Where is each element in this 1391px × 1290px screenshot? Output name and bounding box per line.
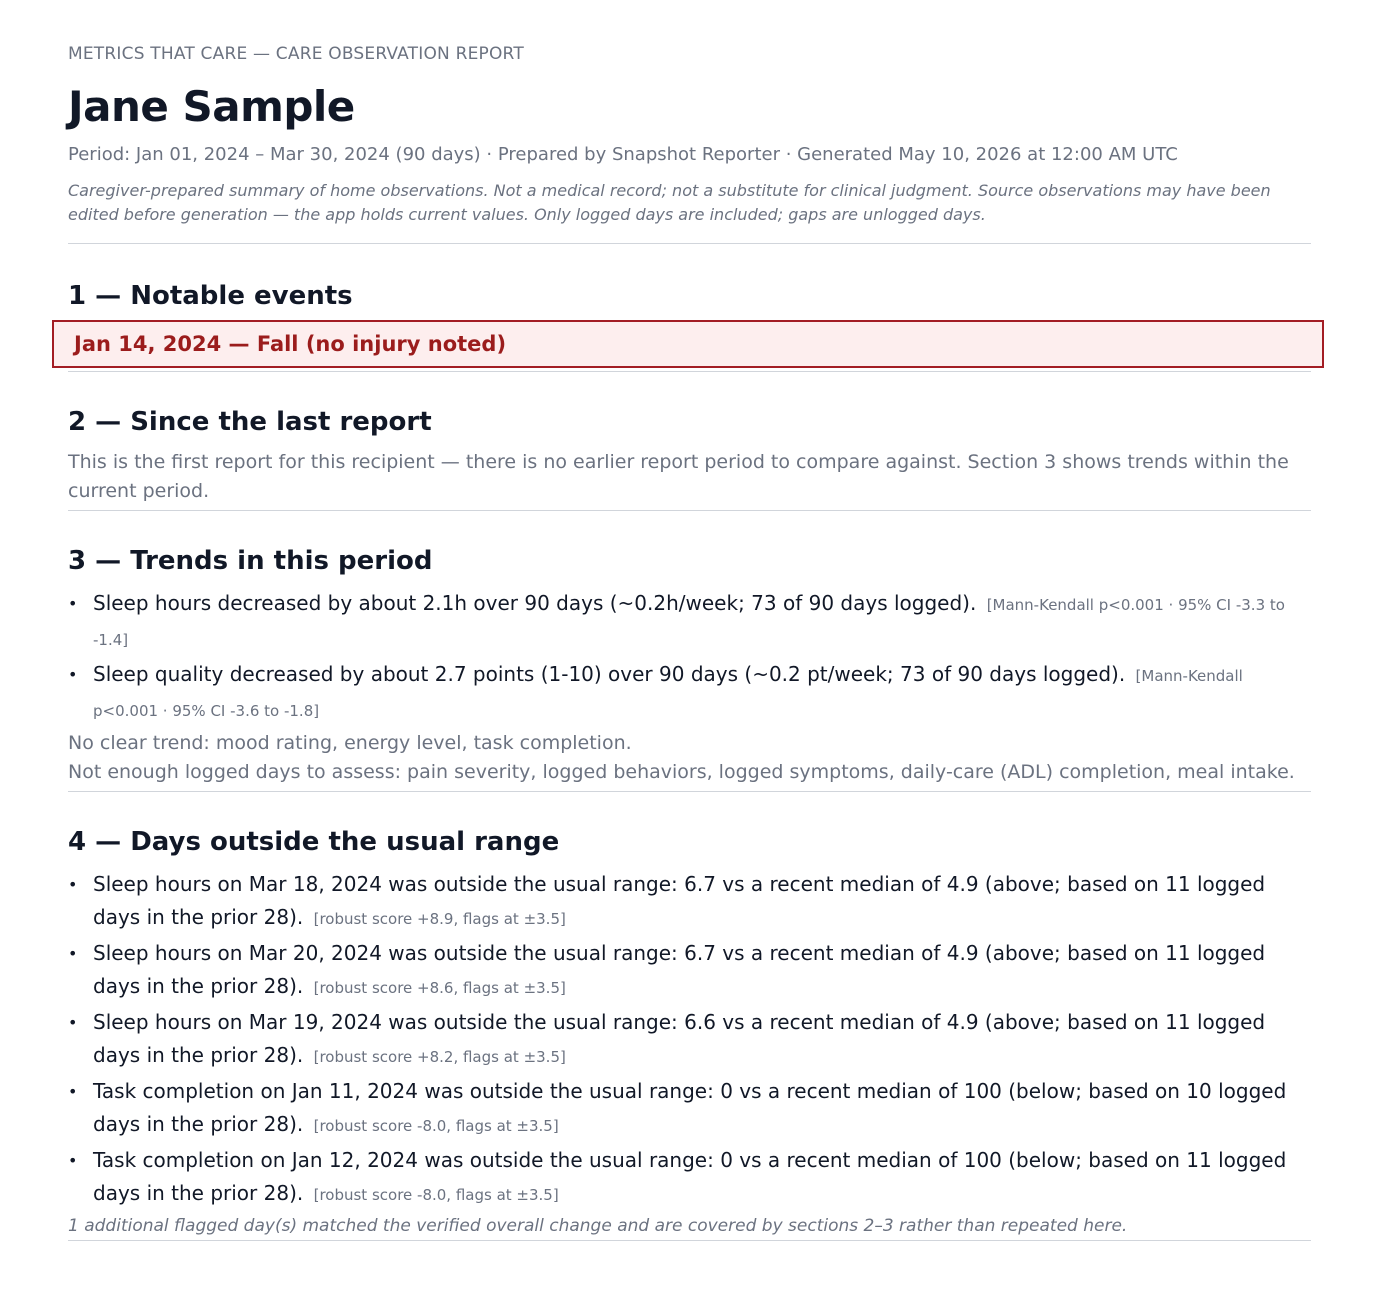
trend-text: Sleep hours decreased by about 2.1h over 90 days (~0.2h/week; 73 of 90 days logged). [93, 591, 977, 615]
outlier-text: Task completion on Jan 12, 2024 was outside the usual range: 0 vs a recent median of 100 (below; based on 11 logged days in the prior 28). [93, 1148, 1287, 1205]
section-heading-since-last-report: 2 — Since the last report [68, 407, 432, 437]
divider [68, 791, 1311, 792]
list-item [68, 1006, 1311, 1074]
since-last-report-text: This is the first report for this recipient — there is no earlier report period to compare against. Section 3 shows trends within the current period. [68, 451, 1289, 502]
report-meta: Period: Jan 01, 2024 – Mar 30, 2024 (90 days) · Prepared by Snapshot Reporter · Generated May 10, 2026 at 12:00 AM UTC [68, 144, 1178, 165]
no-clear-trend-text: No clear trend: mood rating, energy level, task completion. [68, 732, 632, 754]
outlier-text: Task completion on Jan 11, 2024 was outside the usual range: 0 vs a recent median of 100 (below; based on 10 logged days in the prior 28). [93, 1079, 1287, 1136]
outlier-score-note: [robust score +8.9, flags at ±3.5] [313, 910, 566, 928]
trend-list [68, 587, 1311, 728]
list-item [68, 937, 1311, 1005]
outlier-score-note: [robust score +8.6, flags at ±3.5] [313, 979, 566, 997]
list-item [68, 587, 1311, 657]
list-item [68, 1144, 1311, 1212]
section-heading-trends: 3 — Trends in this period [68, 546, 433, 576]
report-brand: METRICS THAT CARE — CARE OBSERVATION REPORT [68, 44, 524, 64]
section-heading-outliers: 4 — Days outside the usual range [68, 827, 560, 857]
divider [68, 1240, 1311, 1241]
outlier-text: Sleep hours on Mar 20, 2024 was outside the usual range: 6.7 vs a recent median of 4.9 (above; based on 11 logged days in the prior 28). [93, 941, 1266, 998]
divider [68, 243, 1311, 244]
divider [68, 510, 1311, 511]
section-heading-notable-events: 1 — Notable events [68, 281, 353, 311]
not-enough-data-text: Not enough logged days to assess: pain severity, logged behaviors, logged symptoms, daily-care (ADL) completion, meal intake. [68, 761, 1295, 783]
outlier-score-note: [robust score -8.0, flags at ±3.5] [313, 1117, 559, 1135]
outlier-score-note: [robust score -8.0, flags at ±3.5] [313, 1186, 559, 1204]
list-item [68, 658, 1311, 728]
list-item [68, 868, 1311, 936]
trend-stat-note: [Mann-Kendall p<0.001 · 95% CI -3.6 to -1.8] [93, 667, 1243, 720]
outlier-text: Sleep hours on Mar 18, 2024 was outside the usual range: 6.7 vs a recent median of 4.9 (above; based on 11 logged days in the prior 28). [93, 872, 1266, 929]
list-item [68, 1075, 1311, 1143]
trend-stat-note: [Mann-Kendall p<0.001 · 95% CI -3.3 to -1.4] [93, 596, 1285, 649]
outlier-list [68, 868, 1311, 1212]
outlier-text: Sleep hours on Mar 19, 2024 was outside the usual range: 6.6 vs a recent median of 4.9 (above; based on 11 logged days in the prior 28). [93, 1010, 1266, 1067]
notable-event-alert [52, 320, 1324, 368]
trend-text: Sleep quality decreased by about 2.7 points (1-10) over 90 days (~0.2 pt/week; 73 of 90 days logged). [93, 662, 1126, 686]
outlier-score-note: [robust score +8.2, flags at ±3.5] [313, 1048, 566, 1066]
outlier-footnote: 1 additional flagged day(s) matched the verified overall change and are covered by sections 2–3 rather than repeated here. [68, 1216, 1128, 1236]
notable-event-text: Jan 14, 2024 — Fall (no injury noted) [74, 332, 507, 356]
recipient-name: Jane Sample [68, 82, 355, 131]
report-disclaimer: Caregiver-prepared summary of home observations. Not a medical record; not a substitute for clinical judgment. Source observations may have been edited before generation — the app holds current values. Only logged days are included; gaps are unlogged days. [68, 181, 1271, 224]
divider [68, 371, 1311, 372]
